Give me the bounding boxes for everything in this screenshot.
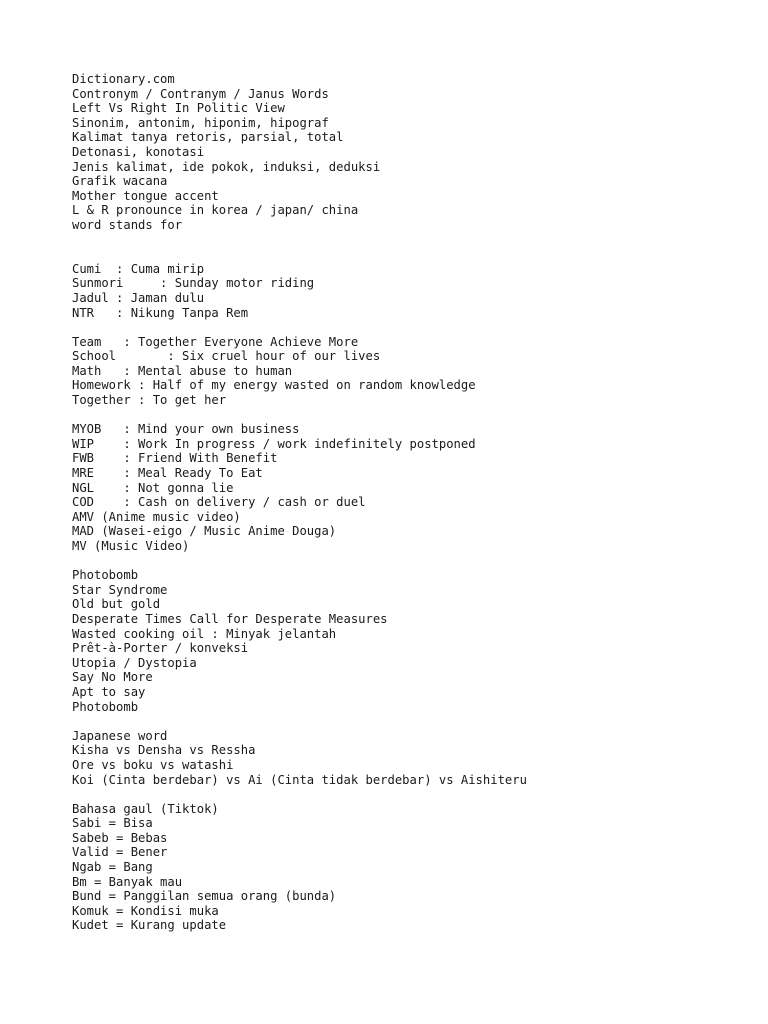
text-line: Desperate Times Call for Desperate Measures [72,611,388,626]
text-line: Komuk = Kondisi muka [72,903,219,918]
text-line: Old but gold [72,597,161,612]
text-line: Apt to say [72,684,146,699]
blank-gap [72,714,752,729]
text-line: NTR : Nikung Tanpa Rem [72,305,249,320]
blank-gap [72,320,752,335]
document-page [72,72,752,933]
phrases-list [72,568,752,714]
text-line: Homework : Half of my energy wasted on random knowledge [72,378,476,393]
text-line: MAD (Wasei-eigo / Music Anime Douga) [72,524,337,539]
japanese-list [72,729,752,787]
text-line: Sunmori : Sunday motor riding [72,276,315,291]
topics-list [72,72,752,233]
text-line: Photobomb [72,568,139,583]
text-line: Ore vs boku vs watashi [72,757,234,772]
text-line: MV (Music Video) [72,539,190,553]
text-line: Left Vs Right In Politic View [72,101,285,116]
text-line: Cumi : Cuma mirip [72,261,205,276]
text-line: Jadul : Jaman dulu [72,290,205,305]
text-line: Kalimat tanya retoris, parsial, total [72,130,344,145]
backronym-list [72,335,752,408]
text-line: Dictionary.com [72,72,175,86]
text-line: L & R pronounce in korea / japan/ china [72,203,359,218]
text-line: Prêt-à-Porter / konveksi [72,641,249,656]
text-line: Together : To get her [72,393,227,408]
text-line: MRE : Meal Ready To Eat [72,466,263,481]
text-line: Say No More [72,670,153,685]
acronym-list [72,422,752,553]
blank-gap [72,787,752,802]
text-line: Koi (Cinta berdebar) vs Ai (Cinta tidak berdebar) vs Aishiteru [72,772,527,787]
text-line: Detonasi, konotasi [72,144,205,159]
text-line: Mother tongue accent [72,188,219,203]
text-line: Bahasa gaul (Tiktok) [72,801,219,816]
text-line: Valid = Bener [72,845,168,860]
blank-gap [72,408,752,423]
bahasa-gaul-list [72,802,752,933]
text-line: Kudet = Kurang update [72,918,227,933]
text-line: Photobomb [72,699,139,714]
text-line: School : Six cruel hour of our lives [72,349,381,364]
text-line: Sabi = Bisa [72,816,153,831]
text-line: Contronym / Contranym / Janus Words [72,86,329,101]
text-line: FWB : Friend With Benefit [72,451,278,466]
text-line: Team : Together Everyone Achieve More [72,334,359,349]
text-line: Utopia / Dystopia [72,655,197,670]
slang-list [72,262,752,320]
text-line: Bm = Banyak mau [72,874,183,889]
text-line: word stands for [72,217,183,232]
text-line: Sabeb = Bebas [72,830,168,845]
text-line: WIP : Work In progress / work indefinitely postponed [72,436,476,451]
text-line: Bund = Panggilan semua orang (bunda) [72,889,337,904]
text-line: NGL : Not gonna lie [72,480,234,495]
text-line: COD : Cash on delivery / cash or duel [72,495,366,510]
text-line: MYOB : Mind your own business [72,422,300,437]
text-line: Ngab = Bang [72,860,153,875]
text-line: Star Syndrome [72,582,168,597]
blank-gap [72,554,752,569]
text-line: Sinonim, antonim, hiponim, hipograf [72,115,329,130]
text-line: Math : Mental abuse to human [72,363,293,378]
blank-gap [72,233,752,262]
text-line: Wasted cooking oil : Minyak jelantah [72,626,337,641]
text-line: Jenis kalimat, ide pokok, induksi, deduksi [72,159,381,174]
text-line: Kisha vs Densha vs Ressha [72,743,256,758]
text-line: Japanese word [72,728,168,743]
text-line: AMV (Anime music video) [72,509,241,524]
text-line: Grafik wacana [72,174,168,189]
